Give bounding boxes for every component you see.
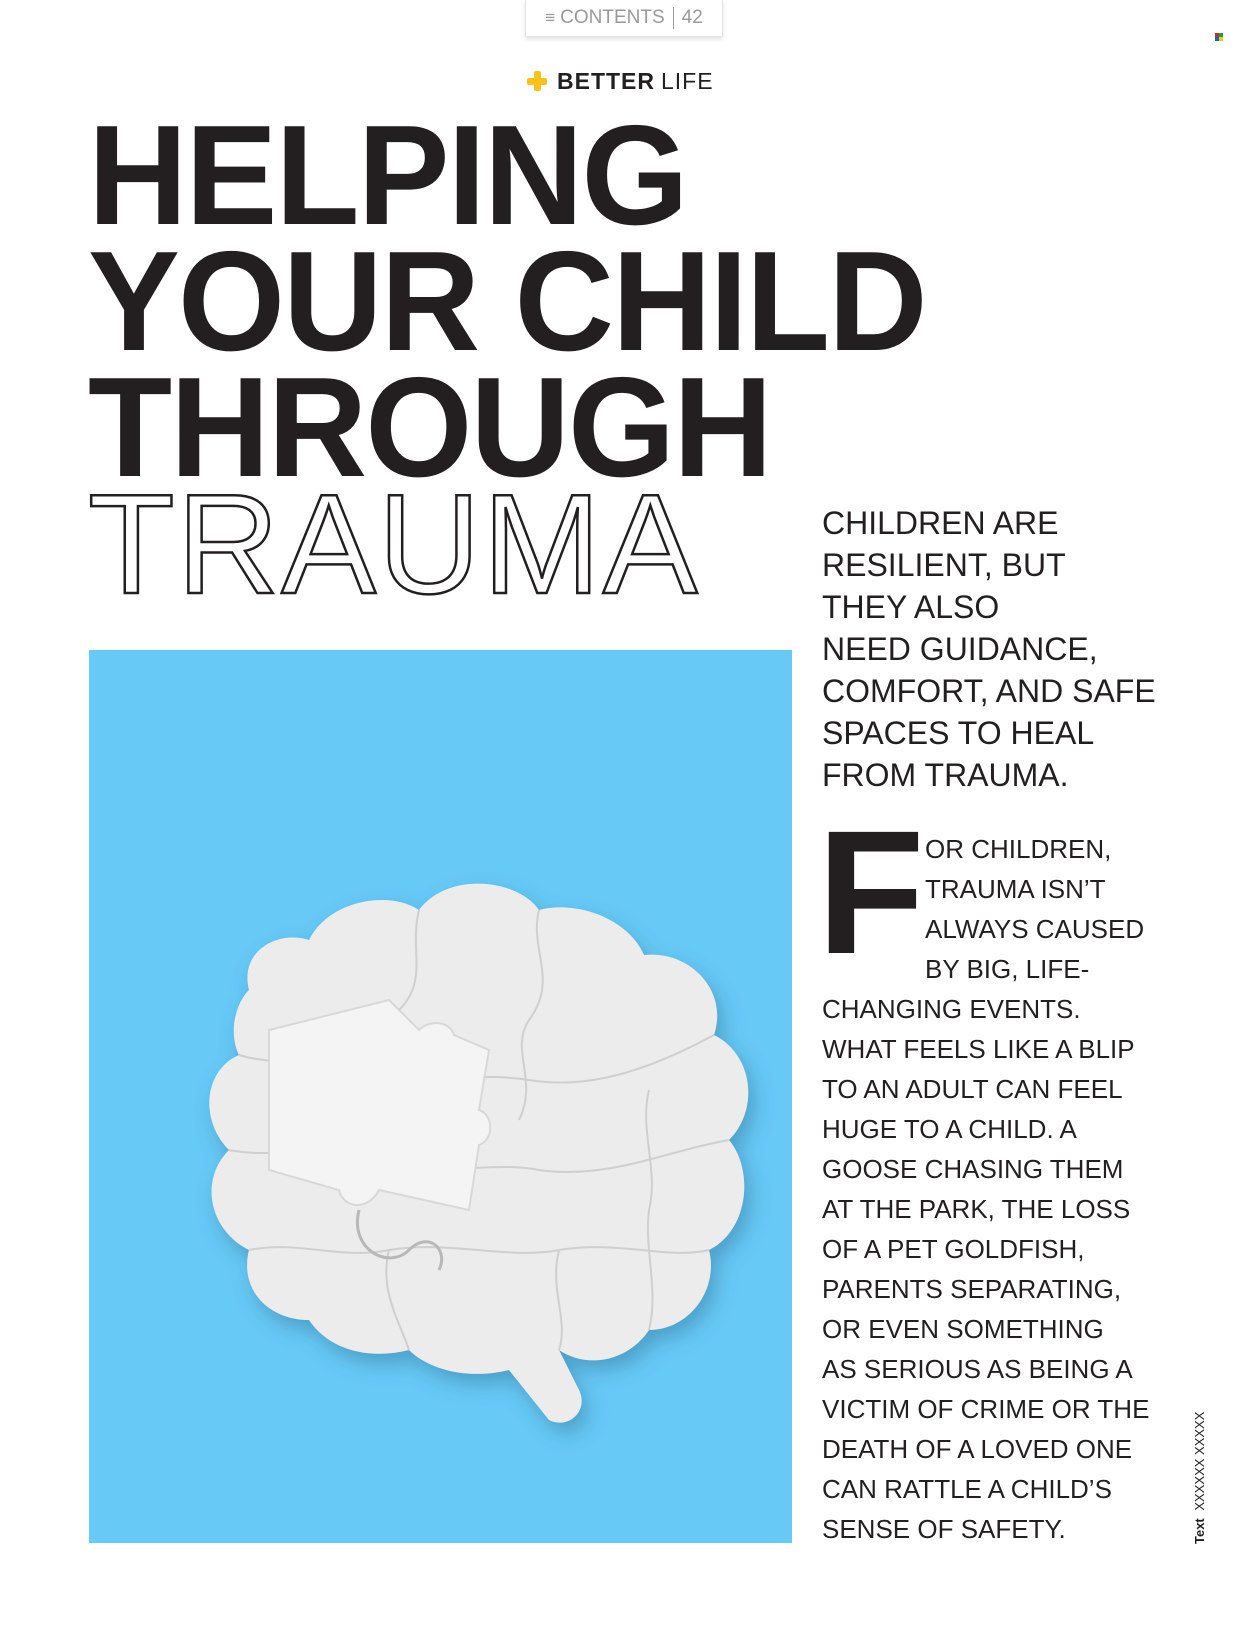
page-number: 42: [681, 7, 703, 28]
body-line: TO AN ADULT CAN FEEL: [822, 1074, 1123, 1104]
contents-label: CONTENTS: [560, 7, 665, 28]
headline: [88, 96, 926, 507]
body-line: BY BIG, LIFE-: [925, 954, 1090, 984]
body-line: OR EVEN SOMETHING: [822, 1314, 1104, 1344]
body-line: DEATH OF A LOVED ONE: [822, 1434, 1133, 1464]
divider: [673, 7, 674, 29]
body-line: SENSE OF SAFETY.: [822, 1514, 1066, 1544]
headline-line-1: HELPING: [88, 96, 687, 255]
credit-label: Text: [1192, 1518, 1207, 1544]
credit-name: XXXXXX XXXXX: [1192, 1411, 1207, 1511]
body-line: VICTIM OF CRIME OR THE: [822, 1394, 1150, 1424]
intro-line: RESILIENT, BUT: [822, 547, 1066, 583]
intro-line: THEY ALSO: [822, 589, 1000, 625]
body-line: AT THE PARK, THE LOSS: [822, 1194, 1131, 1224]
body-line: WHAT FEELS LIKE A BLIP: [822, 1034, 1135, 1064]
puzzle-brain-image: [89, 650, 792, 1543]
plus-icon: [527, 71, 547, 91]
body-line: OR CHILDREN,: [925, 834, 1112, 864]
intro-line: NEED GUIDANCE,: [822, 631, 1098, 667]
body-line: AS SERIOUS AS BEING A: [822, 1354, 1133, 1384]
body-line: OF A PET GOLDFISH,: [822, 1234, 1085, 1264]
contents-nav-tab[interactable]: [525, 0, 723, 37]
section-label-light: LIFE: [661, 67, 714, 94]
body-line: CAN RATTLE A CHILD’S: [822, 1474, 1112, 1504]
body-line: ALWAYS CAUSED: [925, 914, 1145, 944]
intro-line: COMFORT, AND SAFE: [822, 673, 1156, 709]
drop-cap: F: [817, 795, 925, 991]
headline-line-3: THROUGH: [88, 348, 771, 507]
body-paragraph: [822, 829, 1167, 1549]
body-line: GOOSE CHASING THEM: [822, 1154, 1124, 1184]
logo-mark-icon: [1215, 33, 1223, 41]
intro-deck: [822, 502, 1192, 796]
puzzle-brain-illustration: [89, 650, 792, 1543]
menu-icon: ≡: [545, 8, 556, 27]
headline-outline-word: TRAUMA: [88, 465, 700, 624]
body-line: TRAUMA ISN’T: [925, 874, 1106, 904]
body-line: CHANGING EVENTS.: [822, 994, 1081, 1024]
author-credit: [1192, 1412, 1207, 1544]
intro-line: CHILDREN ARE: [822, 505, 1059, 541]
headline-line-2: YOUR CHILD: [88, 222, 926, 381]
intro-line: FROM TRAUMA.: [822, 757, 1069, 793]
intro-line: SPACES TO HEAL: [822, 715, 1095, 751]
body-line: HUGE TO A CHILD. A: [822, 1114, 1077, 1144]
body-line: PARENTS SEPARATING,: [822, 1274, 1122, 1304]
section-header: [527, 66, 714, 96]
section-label-bold: BETTER: [557, 67, 655, 94]
